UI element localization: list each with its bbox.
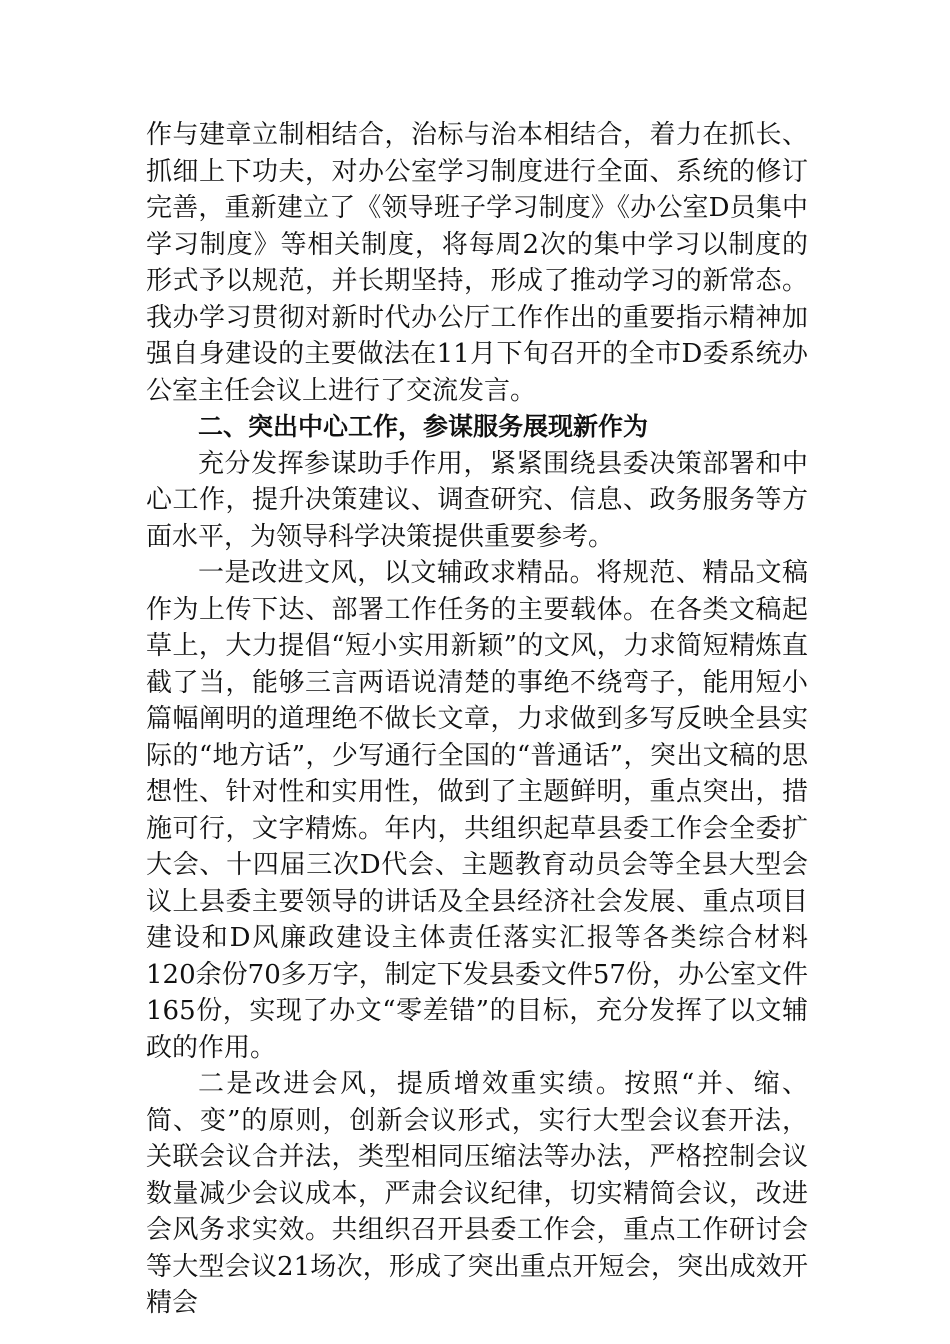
document-page xyxy=(146,117,808,1322)
paragraph-intro: 充分发挥参谋助手作用，紧紧围绕县委决策部署和中心工作，提升决策建议、调查研究、信息、政务服务等方面水平，为领导科学决策提供重要参考。 xyxy=(146,448,808,552)
paragraph-continuation: 作与建章立制相结合，治标与治本相结合，着力在抓长、抓细上下功夫，对办公室学习制度进行全面、系统的修订完善，重新建立了《领导班子学习制度》《办公室D员集中学习制度》等相关制度，将每周2次的集中学习以制度的形式予以规范，并长期坚持，形成了推动学习的新常态。我办学习贯彻对新时代办公厅工作作出的重要指示精神加强自身建设的主要做法在11月下旬召开的全市D委系统办公室主任会议上进行了交流发言。 xyxy=(146,120,808,406)
paragraph-meeting-style: 二是改进会风，提质增效重实绩。按照“并、缩、简、变”的原则，创新会议形式，实行大型会议套开法，关联会议合并法，类型相同压缩法等办法，严格控制会议数量减少会议成本，严肃会议纪律，切实精简会议，改进会风务求实效。共组织召开县委工作会，重点工作研讨会等大型会议21场次，形成了突出重点开短会，突出成效开精会 xyxy=(146,1069,808,1318)
section-heading: 二、突出中心工作，参谋服务展现新作为 xyxy=(198,412,649,441)
paragraph-writing-style: 一是改进文风，以文辅政求精品。将规范、精品文稿作为上传下达、部署工作任务的主要载体。在各类文稿起草上，大力提倡“短小实用新颖”的文风，力求简短精炼直截了当，能够三言两语说清楚的事绝不绕弯子，能用短小篇幅阐明的道理绝不做长文章，力求做到多写反映全县实际的“地方话”，少写通行全国的“普通话”，突出文稿的思想性、针对性和实用性，做到了主题鲜明，重点突出，措施可行，文字精炼。年内，共组织起草县委工作会全委扩大会、十四届三次D代会、主题教育动员会等全县大型会议上县委主要领导的讲话及全县经济社会发展、重点项目建设和D风廉政建设主体责任落实汇报等各类综合材料120余份70多万字，制定下发县委文件57份，办公室文件165份，实现了办文“零差错”的目标，充分发挥了以文辅政的作用。 xyxy=(146,558,808,1063)
